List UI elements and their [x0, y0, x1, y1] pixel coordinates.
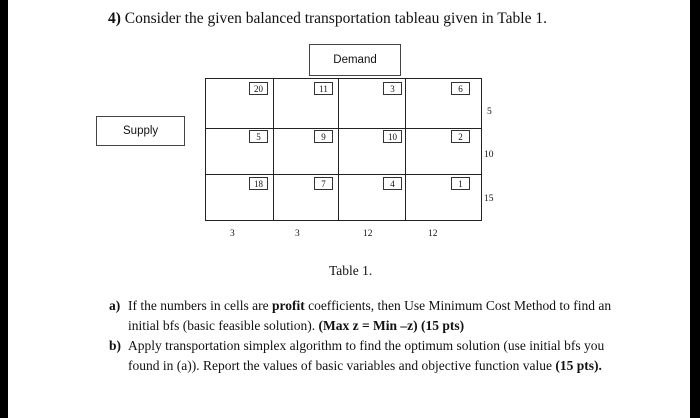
cost-cell: 5 — [249, 130, 268, 143]
grid-line — [273, 78, 274, 221]
demand-value: 3 — [295, 229, 300, 239]
part-a — [109, 296, 629, 335]
question-number: 4) — [108, 10, 121, 27]
grid-line — [481, 78, 482, 221]
grid-line — [205, 78, 206, 221]
cost-cell: 7 — [314, 177, 333, 190]
grid-line — [205, 174, 482, 175]
question-text: Consider the given balanced transportation tableau given in Table 1. — [124, 10, 547, 27]
grid-line — [205, 78, 482, 79]
cost-cell: 10 — [383, 130, 402, 143]
grid-line — [405, 78, 406, 221]
demand-value: 3 — [230, 229, 235, 239]
table-caption: Table 1. — [329, 263, 373, 278]
part-a-text: If the numbers in cells are profit coefficients, then Use Minimum Cost Method to find an initial bfs (basic feasible solution). (Max z = Min –z) (15 pts) — [128, 298, 612, 333]
cost-cell: 1 — [451, 177, 470, 190]
cost-cell: 20 — [249, 82, 268, 95]
part-b-letter: b) — [109, 338, 122, 353]
cost-cell: 11 — [314, 82, 333, 95]
cost-cell: 6 — [451, 82, 470, 95]
cost-cell: 3 — [383, 82, 402, 95]
cost-cell: 2 — [451, 130, 470, 143]
grid-line — [205, 220, 482, 221]
demand-value: 12 — [428, 229, 438, 239]
supply-label: Supply — [123, 125, 159, 137]
question-heading — [108, 10, 547, 28]
part-a-letter: a) — [109, 298, 121, 313]
right-black-border — [690, 0, 700, 418]
demand-value: 12 — [363, 229, 373, 239]
supply-label-box — [96, 116, 185, 146]
demand-label: Demand — [333, 54, 377, 66]
cost-cell: 18 — [249, 177, 268, 190]
supply-value: 15 — [484, 194, 494, 204]
cost-cell: 9 — [314, 130, 333, 143]
demand-label-box — [309, 44, 401, 76]
supply-value: 5 — [487, 107, 492, 117]
part-b — [109, 336, 629, 375]
part-b-text: Apply transportation simplex algorithm to find the optimum solution (use initial bfs you found in (a)). Report the values of basic variables and objective function value (15 pts). — [128, 338, 605, 373]
cost-cell: 4 — [383, 177, 402, 190]
grid-line — [205, 128, 482, 129]
grid-line — [338, 78, 339, 221]
left-black-border — [0, 0, 8, 418]
supply-value: 10 — [484, 150, 494, 160]
